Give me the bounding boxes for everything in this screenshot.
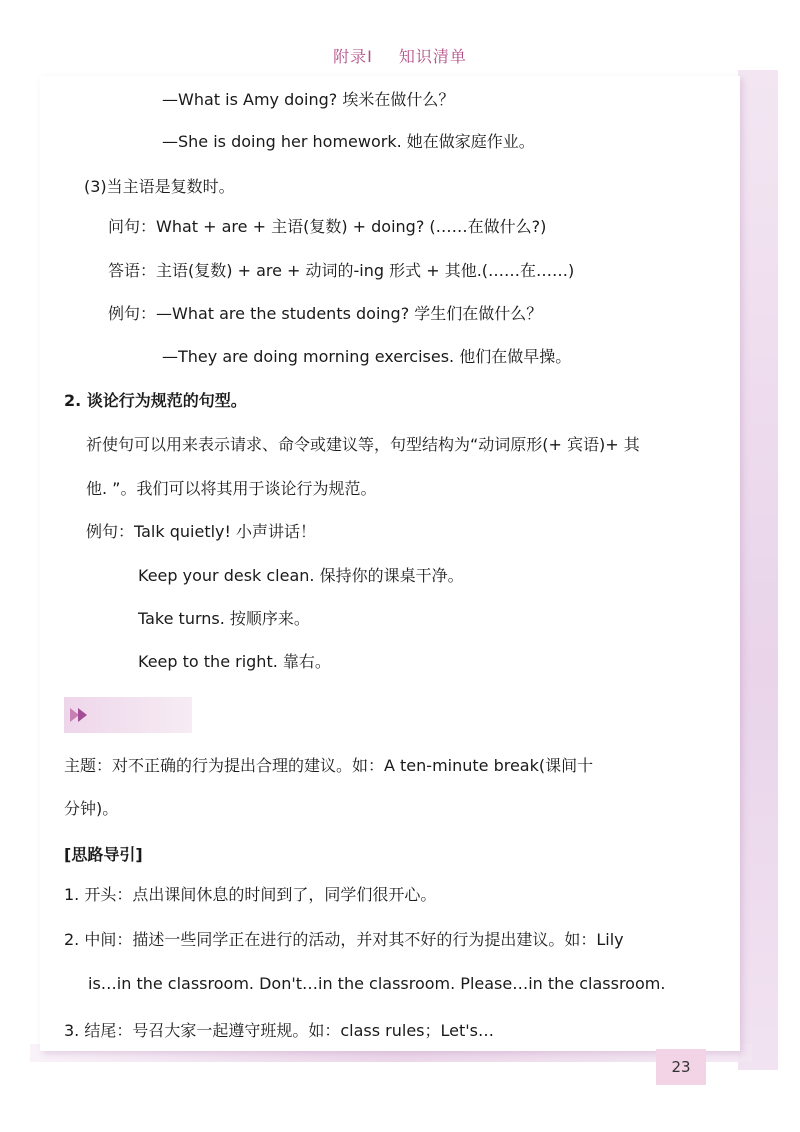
guide-item: 2. 中间：描述一些同学正在进行的活动，并对其不好的行为提出建议。如：Lily <box>64 930 624 949</box>
section-heading <box>64 697 192 733</box>
triangle-arrow-icon <box>78 708 87 722</box>
header-title: 知识清单 <box>398 47 467 66</box>
paragraph-line: 他. ”。我们可以将其用于谈论行为规范。 <box>86 479 377 498</box>
paragraph-line: 祈使句可以用来表示请求、命令或建议等，句型结构为“动词原形(+ 宾语)+ 其 <box>86 435 640 454</box>
page-header <box>0 44 800 67</box>
section-point-heading: 2. 谈论行为规范的句型。 <box>64 391 247 410</box>
guide-item: 1. 开头：点出课间休息的时间到了，同学们很开心。 <box>64 885 437 904</box>
guide-heading: [思路导引] <box>64 845 143 864</box>
guide-item: 3. 结尾：号召大家一起遵守班规。如：class rules；Let's… <box>64 1021 494 1040</box>
topic-line: 分钟)。 <box>64 799 119 818</box>
example-line: —They are doing morning exercises. 他们在做早操。 <box>162 347 572 366</box>
decorative-side-band <box>738 70 778 1070</box>
example-line: 例句：—What are the students doing? 学生们在做什么？ <box>108 304 543 323</box>
subpoint-heading: (3)当主语是复数时。 <box>84 177 235 196</box>
question-pattern: 问句：What + are + 主语(复数) + doing? (……在做什么?) <box>108 217 547 236</box>
example-line: Keep to the right. 靠右。 <box>138 652 331 671</box>
example-line: Take turns. 按顺序来。 <box>138 609 310 628</box>
dialog-line: —What is Amy doing? 埃米在做什么？ <box>162 90 455 109</box>
page-number: 23 <box>656 1049 706 1085</box>
appendix-label: 附录Ⅰ <box>333 47 373 66</box>
example-line: Keep your desk clean. 保持你的课桌干净。 <box>138 566 464 585</box>
topic-line: 主题：对不正确的行为提出合理的建议。如：A ten-minute break(课间十 <box>64 756 594 775</box>
dialog-line: —She is doing her homework. 她在做家庭作业。 <box>162 132 535 151</box>
answer-pattern: 答语：主语(复数) + are + 动词的-ing 形式 + 其他.(……在……) <box>108 261 575 280</box>
guide-item-continuation: is…in the classroom. Don't…in the classroom. Please…in the classroom. <box>88 974 666 993</box>
example-line: 例句：Talk quietly! 小声讲话！ <box>86 522 317 541</box>
